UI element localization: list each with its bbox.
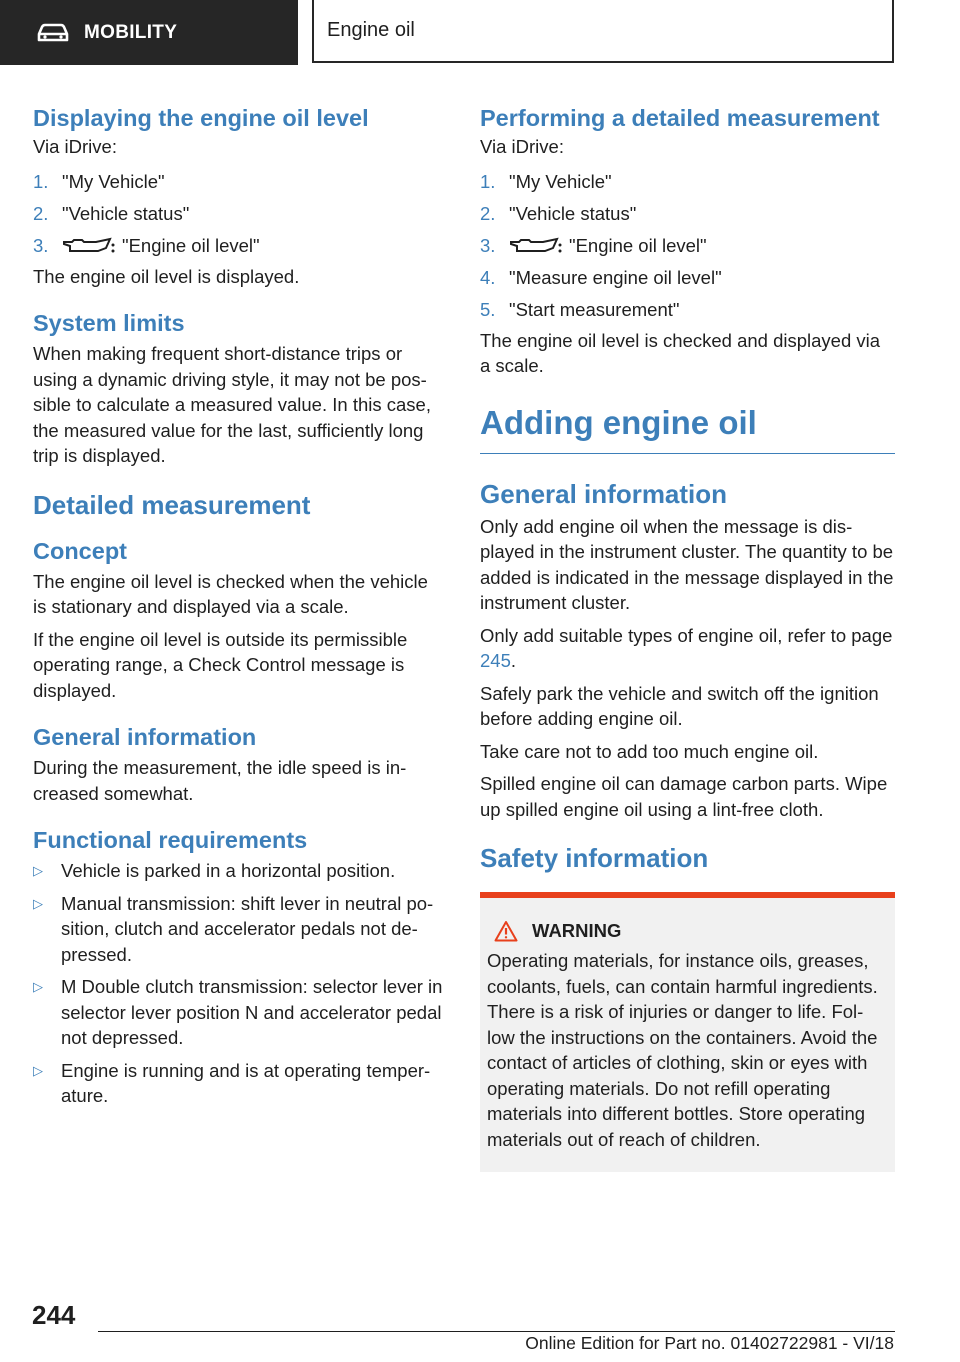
step-item: 2. "Vehicle status" — [33, 202, 190, 224]
heading-safety-information: Safety information — [480, 843, 709, 873]
triangle-bullet-icon: ▷ — [33, 979, 43, 994]
section-tab — [0, 0, 298, 65]
warning-text: Operating materials, for instance oils, greases, coolants, fuels, can contain harmful ingredients. There is a risk of injuries or danger to life. Fol-low the instructions on the containers. Avoid the contact of articles of clothing, skin or eyes with operating materials. Do not refill operating materials into different bottles. Store operating materials out of reach of children. — [487, 950, 878, 1150]
heading-performing-measurement: Performing a detailed measurement — [480, 105, 880, 131]
general-information-text: During the measurement, the idle speed is in-creased somewhat. — [33, 757, 407, 804]
via-idrive-1: Via iDrive: — [33, 136, 117, 157]
step-item: 5. "Start measurement" — [480, 298, 680, 320]
heading-adding-engine-oil: Adding engine oil — [480, 397, 895, 454]
heading-displaying: Displaying the engine oil level — [33, 105, 369, 131]
edition-text: Online Edition for Part no. 01402722981 - VI/18 — [525, 1333, 894, 1353]
section-label: MOBILITY — [84, 21, 178, 43]
heading-general-information: General information — [33, 724, 257, 750]
heading-general-information-2: General information — [480, 478, 728, 509]
heading-functional-requirements: Functional requirements — [33, 827, 308, 853]
concept-text-2: If the engine oil level is outside its permissible operating range, a Check Control message is displayed. — [33, 628, 408, 701]
adding-text-2: Only add suitable types of engine oil, refer to page 245. — [480, 624, 893, 671]
adding-text-5: Spilled engine oil can damage carbon parts. Wipe up spilled engine oil using a lint-free cloth. — [480, 773, 888, 820]
step-item: 3. "Engine oil level" — [33, 234, 260, 256]
step-item: 4. "Measure engine oil level" — [480, 266, 722, 288]
warning-triangle-icon — [494, 920, 518, 942]
warning-header — [487, 920, 888, 942]
triangle-bullet-icon: ▷ — [33, 863, 43, 878]
step-item: 3. "Engine oil level" — [480, 234, 707, 256]
step-item: 2. "Vehicle status" — [480, 202, 637, 224]
step-item: 1. "My Vehicle" — [480, 170, 612, 192]
footer-divider — [98, 1331, 895, 1332]
heading-concept: Concept — [33, 537, 127, 564]
adding-text-3: Safely park the vehicle and switch off the ignition before adding engine oil. — [480, 682, 879, 729]
engine-oil-can-icon — [509, 236, 563, 254]
requirements-list — [33, 858, 443, 1109]
checked-displayed-text: The engine oil level is checked and displayed via a scale. — [480, 329, 881, 376]
list-item: ▷ Engine is running and is at operating temper-ature. — [33, 1058, 443, 1109]
car-icon — [36, 23, 70, 43]
steps-list-2 — [480, 166, 895, 326]
concept-text-1: The engine oil level is checked when the vehicle is stationary and displayed via a scale. — [33, 570, 428, 617]
chapter-header — [312, 0, 894, 63]
triangle-bullet-icon: ▷ — [33, 1062, 43, 1078]
list-item: ▷ M Double clutch transmission: selector lever in selector lever position N and accelerator pedal not depressed. — [33, 974, 443, 1051]
warning-box — [480, 892, 895, 1172]
adding-text-1: Only add engine oil when the message is dis-played in the instrument cluster. The quantity to be added is indicated in the message displayed in the instrument cluster. — [480, 515, 894, 613]
oil-level-displayed: The engine oil level is displayed. — [33, 265, 300, 287]
list-item: ▷ Vehicle is parked in a horizontal position. — [33, 858, 443, 884]
via-idrive-2: Via iDrive: — [480, 136, 564, 157]
engine-oil-can-icon — [62, 236, 116, 254]
adding-text-4: Take care not to add too much engine oil. — [480, 740, 819, 762]
heading-detailed-measurement: Detailed measurement — [33, 489, 311, 520]
heading-system-limits: System limits — [33, 310, 185, 336]
step-item: 1. "My Vehicle" — [33, 170, 165, 192]
list-item: ▷ Manual transmission: shift lever in neutral po-sition, clutch and accelerator pedals not de-pressed. — [33, 891, 443, 968]
warning-label: WARNING — [532, 920, 622, 941]
chapter-title: Engine oil — [327, 19, 415, 41]
system-limits-text: When making frequent short-distance trips or using a dynamic driving style, it may not be pos-sible to calculate a measured value. In this case, the measured value for the last, sufficiently long trip is displayed. — [33, 343, 431, 466]
left-column — [33, 100, 443, 1109]
right-column — [480, 100, 895, 1172]
page-reference-link[interactable]: 245 — [480, 650, 511, 671]
triangle-bullet-icon: ▷ — [33, 895, 43, 911]
page-number: 244 — [32, 1300, 76, 1330]
steps-list-1 — [33, 166, 443, 262]
